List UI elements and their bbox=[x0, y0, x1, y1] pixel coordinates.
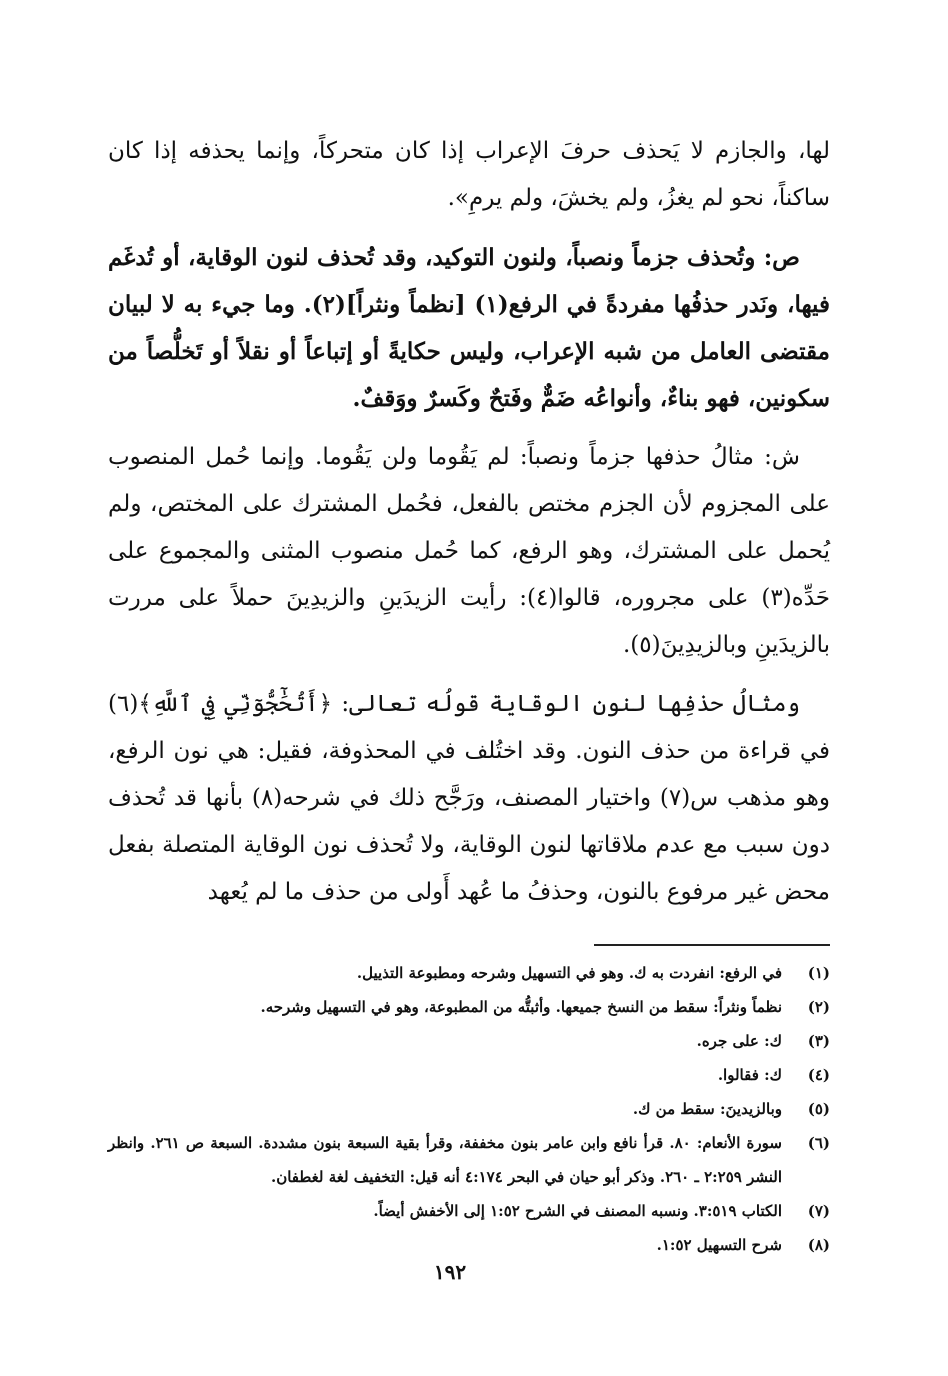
footnote-text: سورة الأنعام: ٨٠. قرأ نافع وابن عامر بنون مخففة، وقرأ بقية السبعة بنون مشددة. السبعة ص ٢٦١. وانظر النشر ٢:٢٥٩ ـ ٢٦٠. وذكر أبو حيان في البحر ٤:١٧٤ أنه قيل: التخفيف لغة لغطفان. bbox=[108, 1134, 782, 1186]
footnote-number: (٤) bbox=[807, 1066, 830, 1084]
footnote-text: ك: على جره. bbox=[696, 1032, 782, 1050]
paragraph-1: لها، والجازم لا يَحذف حرفَ الإعراب إذا كان متحركاً، وإنما يحذفه إذا كان ساكناً، نحو لم يغزُ، ولم يخشَ، ولم يرمِ». bbox=[108, 138, 830, 211]
paragraph-3-sharh: ش: مثالُ حذفها جزماً ونصباً: لم يَقُوما ولن يَقُوما. وإنما حُمل المنصوب على المجزوم لأن الجزم مختص بالفعل، فحُمل المشترك على المختص، ولم يُحمل على المشترك، وهو الرفع، كما حُمل منصوب المثنى والمجموع على حَدِّه(٣) على مجروره، قالوا(٤): رأيت الزيدَينِ والزيدِينَ حملاً على مررت بالزيدَينِ وبالزيدِينَ(٥). bbox=[108, 444, 831, 658]
footnote-text: ك: فقالوا. bbox=[717, 1066, 782, 1084]
footnote-item bbox=[108, 1092, 830, 1126]
footnote-item bbox=[108, 1194, 830, 1228]
footnote-divider bbox=[594, 944, 830, 946]
page-content bbox=[108, 128, 830, 1262]
footnote-number: (٥) bbox=[807, 1100, 830, 1118]
footnote-item bbox=[108, 1228, 830, 1262]
paragraph-2-matn: ص: وتُحذف جزماً ونصباً، ولنون التوكيد، وقد تُحذف لنون الوقاية، أو تُدغَم فيها، ونَدر حذفُها مفردةً في الرفع(١) [نظماً ونثراً](٢). وما جيء به لا لبيان مقتضى العامل من شبه الإعراب، وليس حكايةً أو إتباعاً أو نقلاً أو تَخلُّصاً من سكونين، فهو بناءٌ، وأنواعُه ضَمٌّ وفَتحٌ وكَسرٌ ووَقفٌ. bbox=[108, 244, 830, 412]
page-number: ١٩٢ bbox=[433, 1260, 467, 1284]
footnote-number: (٨) bbox=[807, 1236, 830, 1254]
footnote-item bbox=[108, 1024, 830, 1058]
paragraph-4: ومثالُ حذفِها لنون الوقاية قولُه تعالى: ﴿أَتُحَٰٓجُّوٓنِّي فِي ٱللَّهِ﴾(٦) في قراءة من حذف النون. وقد اختُلف في المحذوفة، فقيل: هي نون الرفع، وهو مذهب س(٧) واختيار المصنف، ورَجَّح ذلك في شرحه(٨) بأنها قد تُحذف دون سبب مع عدم ملاقاتها لنون الوقاية، ولا تُحذف نون الوقاية المتصلة بفعل محض غير مرفوع بالنون، وحذفُ ما عُهد أَولى من حذف ما لم يُعهد bbox=[108, 691, 830, 905]
footnote-item bbox=[108, 1126, 830, 1194]
footnote-number: (٧) bbox=[807, 1202, 830, 1220]
footnote-item bbox=[108, 1058, 830, 1092]
footnote-item bbox=[108, 956, 830, 990]
footnote-number: (١) bbox=[807, 964, 830, 982]
footnote-number: (٢) bbox=[807, 998, 830, 1016]
footnotes bbox=[108, 956, 830, 1262]
footnote-text: في الرفع: انفردت به ك. وهو في التسهيل وشرحه ومطبوعة التذييل. bbox=[356, 964, 782, 982]
footnote-item bbox=[108, 990, 830, 1024]
footnote-text: وبالزيدينَ: سقط من ك. bbox=[632, 1100, 782, 1118]
footnote-text: نظماً ونثراً: سقط من النسخ جميعها. وأثبتُّه من المطبوعة، وهو في التسهيل وشرحه. bbox=[260, 998, 782, 1016]
footnote-text: الكتاب ٣:٥١٩. ونسبه المصنف في الشرح ١:٥٢ إلى الأخفش أيضاً. bbox=[373, 1202, 782, 1220]
footnote-text: شرح التسهيل ١:٥٢. bbox=[656, 1236, 782, 1254]
footnote-number: (٦) bbox=[807, 1134, 830, 1152]
footnote-number: (٣) bbox=[807, 1032, 830, 1050]
